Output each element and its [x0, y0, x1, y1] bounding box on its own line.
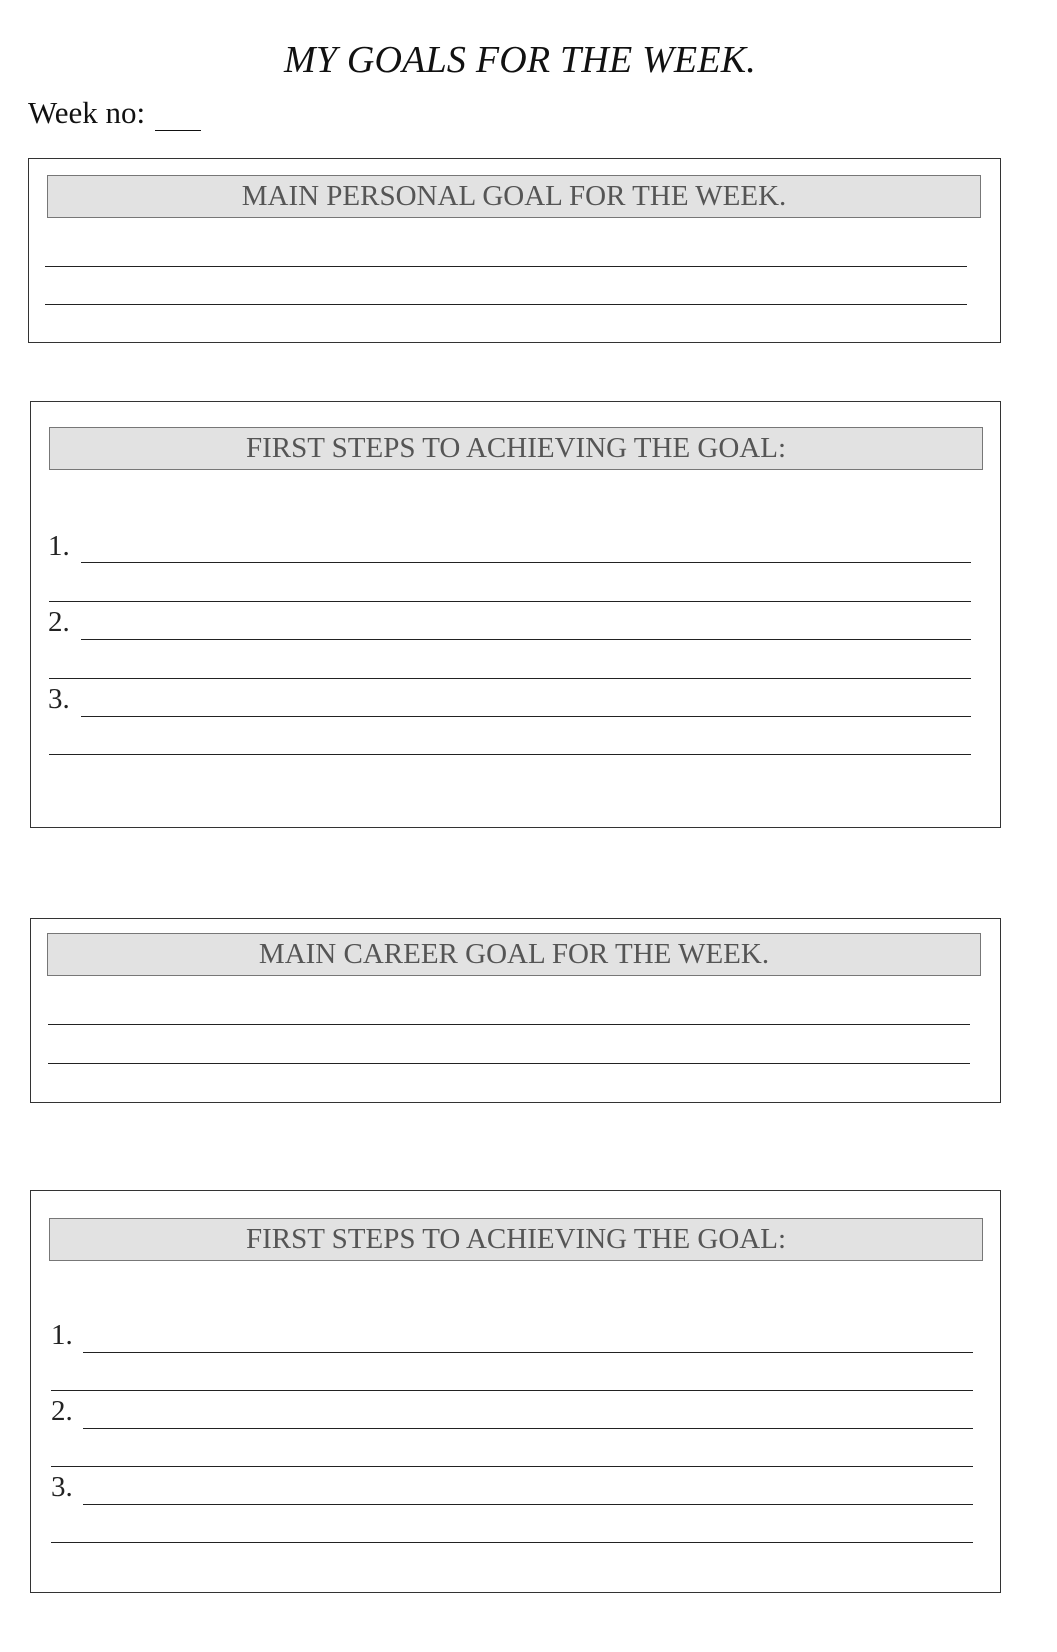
career-step-number-1: 1. [51, 1319, 73, 1351]
career-steps-header: FIRST STEPS TO ACHIEVING THE GOAL: [49, 1218, 983, 1261]
week-number-row [28, 95, 201, 131]
personal-step-3-line-2[interactable] [49, 754, 971, 755]
page-title: MY GOALS FOR THE WEEK. [284, 39, 756, 81]
personal-step-number-2: 2. [48, 606, 70, 638]
personal-steps-box [30, 401, 1001, 828]
week-number-label: Week no: [28, 95, 146, 130]
career-step-number-2: 2. [51, 1395, 73, 1427]
personal-goal-box [28, 158, 1001, 343]
career-step-3-line-1[interactable] [83, 1504, 973, 1505]
personal-steps-header: FIRST STEPS TO ACHIEVING THE GOAL: [49, 427, 983, 470]
personal-step-number-3: 3. [48, 683, 70, 715]
career-goal-line-2[interactable] [48, 1063, 970, 1064]
personal-step-number-1: 1. [48, 530, 70, 562]
personal-step-1-line-1[interactable] [81, 562, 971, 563]
personal-goal-line-1[interactable] [45, 266, 967, 267]
personal-step-2-line-2[interactable] [49, 678, 971, 679]
personal-goal-line-2[interactable] [45, 304, 967, 305]
career-step-1-line-1[interactable] [83, 1352, 973, 1353]
week-number-blank[interactable] [155, 102, 201, 131]
career-step-number-3: 3. [51, 1471, 73, 1503]
career-goal-header: MAIN CAREER GOAL FOR THE WEEK. [47, 933, 981, 976]
personal-step-1-line-2[interactable] [49, 601, 971, 602]
career-step-2-line-1[interactable] [83, 1428, 973, 1429]
personal-goal-header: MAIN PERSONAL GOAL FOR THE WEEK. [47, 175, 981, 218]
career-step-1-line-2[interactable] [51, 1390, 973, 1391]
career-steps-box [30, 1190, 1001, 1593]
personal-step-3-line-1[interactable] [81, 716, 971, 717]
career-goal-line-1[interactable] [48, 1024, 970, 1025]
personal-step-2-line-1[interactable] [81, 639, 971, 640]
career-step-3-line-2[interactable] [51, 1542, 973, 1543]
career-goal-box [30, 918, 1001, 1103]
career-step-2-line-2[interactable] [51, 1466, 973, 1467]
